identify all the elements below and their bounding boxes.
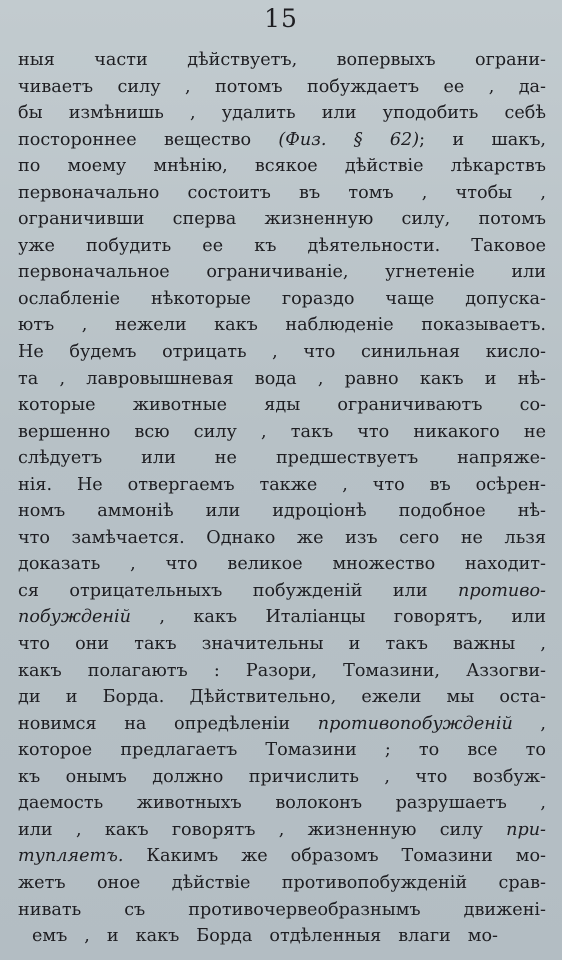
text-segment: постороннее вещество xyxy=(18,129,279,150)
text-segment: , xyxy=(512,713,546,734)
text-line xyxy=(18,604,546,631)
text-line xyxy=(18,153,546,180)
text-segment: чиваетъ силу , потомъ побуждаетъ ее , да- xyxy=(18,76,546,97)
text-segment: Какимъ же образомъ Томазини мо- xyxy=(123,846,546,867)
text-segment: которое предлагаетъ Томазини ; то все то xyxy=(18,740,546,761)
text-segment: новимся на опредѣленіи xyxy=(18,713,318,734)
text-line xyxy=(18,445,546,472)
body-text xyxy=(18,47,546,950)
text-line xyxy=(18,100,546,127)
text-line xyxy=(18,897,546,924)
text-segment: что они такъ значительны и такъ важны , xyxy=(18,634,546,655)
text-segment: первоначальное ограничиваніе, угнетеніе или xyxy=(18,262,546,283)
text-line xyxy=(18,578,546,605)
text-line xyxy=(18,658,546,685)
text-segment: ; и шакъ, xyxy=(419,129,546,150)
text-segment: номъ аммоніѣ или идроціонѣ подобное нѣ- xyxy=(18,501,546,522)
text-line xyxy=(18,684,546,711)
italic-text: побужденій xyxy=(18,607,131,628)
text-line xyxy=(18,419,546,446)
text-segment: по моему мнѣнію, всякое дѣйствіе лѣкарствъ xyxy=(18,156,546,177)
text-line xyxy=(18,764,546,791)
text-segment: ослабленіе нѣкоторые гораздо чаще допуска- xyxy=(18,288,546,309)
text-segment: ютъ , нежели какъ наблюденіе показываетъ. xyxy=(18,315,546,336)
text-segment: та , лавровышневая вода , равно какъ и нѣ- xyxy=(18,368,546,389)
text-line xyxy=(18,631,546,658)
text-segment: бы измѣнишь , удалить или уподобить себѣ xyxy=(18,103,546,124)
text-segment: жетъ оное дѣйствіе противопобужденій срав- xyxy=(18,872,546,893)
text-line xyxy=(32,923,498,950)
text-segment: нія. Не отвергаемъ также , что въ осѣрен- xyxy=(18,474,546,495)
page-number: 15 xyxy=(264,4,298,33)
text-line xyxy=(18,737,546,764)
text-line xyxy=(18,525,546,552)
text-line xyxy=(18,843,546,870)
text-line xyxy=(18,790,546,817)
text-line xyxy=(18,366,546,393)
text-segment: , какъ Италіанцы говорятъ, или xyxy=(130,607,546,628)
text-line xyxy=(18,74,546,101)
text-line xyxy=(18,498,546,525)
text-line xyxy=(18,711,546,738)
text-segment: или , какъ говорятъ , жизненную силу xyxy=(18,819,507,840)
text-line xyxy=(18,286,546,313)
text-segment: къ онымъ должно причислить , что возбуж- xyxy=(18,766,546,787)
text-segment: ся отрицательныхъ побужденій или xyxy=(18,580,459,601)
text-segment: ныя части дѣйствуетъ, вопервыхъ ограни- xyxy=(18,50,546,70)
italic-text: тупляетъ. xyxy=(18,846,124,867)
italic-text: противо- xyxy=(458,580,546,601)
text-line xyxy=(18,392,546,419)
text-line xyxy=(18,551,546,578)
text-segment: какъ полагаютъ : Разори, Томазини, Аззогви- xyxy=(18,660,546,681)
text-segment: которые животные яды ограничиваютъ со- xyxy=(18,395,546,416)
text-segment: нивать съ противочервеобразнымъ движені- xyxy=(18,899,546,920)
text-segment: даемость животныхъ волоконъ разрушаетъ , xyxy=(18,793,546,814)
text-segment: вершенно всю силу , такъ что никакого не xyxy=(18,421,546,442)
text-segment: ди и Борда. Дѣйствительно, ежели мы оста- xyxy=(18,687,546,708)
text-line xyxy=(18,180,546,207)
italic-text: противопобужденій xyxy=(317,713,513,734)
text-line xyxy=(18,206,546,233)
text-segment: слѣдуетъ или не предшествуетъ напряже- xyxy=(18,448,546,469)
text-line xyxy=(18,817,546,844)
text-segment: уже побудить ее къ дѣятельности. Таковое xyxy=(18,235,546,256)
text-segment: Не будемъ отрицать , что синильная кисло- xyxy=(18,342,546,363)
text-segment: емъ , и какъ Борда отдѣленныя влаги мо- xyxy=(32,926,498,947)
text-line xyxy=(18,870,546,897)
text-line xyxy=(18,233,546,260)
text-line xyxy=(18,127,546,154)
text-line xyxy=(18,259,546,286)
italic-text: (Физ. § 62) xyxy=(278,129,420,150)
text-line xyxy=(18,312,546,339)
italic-text: при- xyxy=(506,819,546,840)
text-segment: доказать , что великое множество находит- xyxy=(18,554,546,575)
text-segment: первоначально состоитъ въ томъ , чтобы , xyxy=(18,182,546,203)
text-segment: что замѣчается. Однако же изъ сего не льзя xyxy=(18,527,546,548)
text-line xyxy=(18,47,546,74)
text-line xyxy=(18,339,546,366)
text-segment: ограничивши сперва жизненную силу, потомъ xyxy=(18,209,546,230)
text-line xyxy=(18,472,546,499)
